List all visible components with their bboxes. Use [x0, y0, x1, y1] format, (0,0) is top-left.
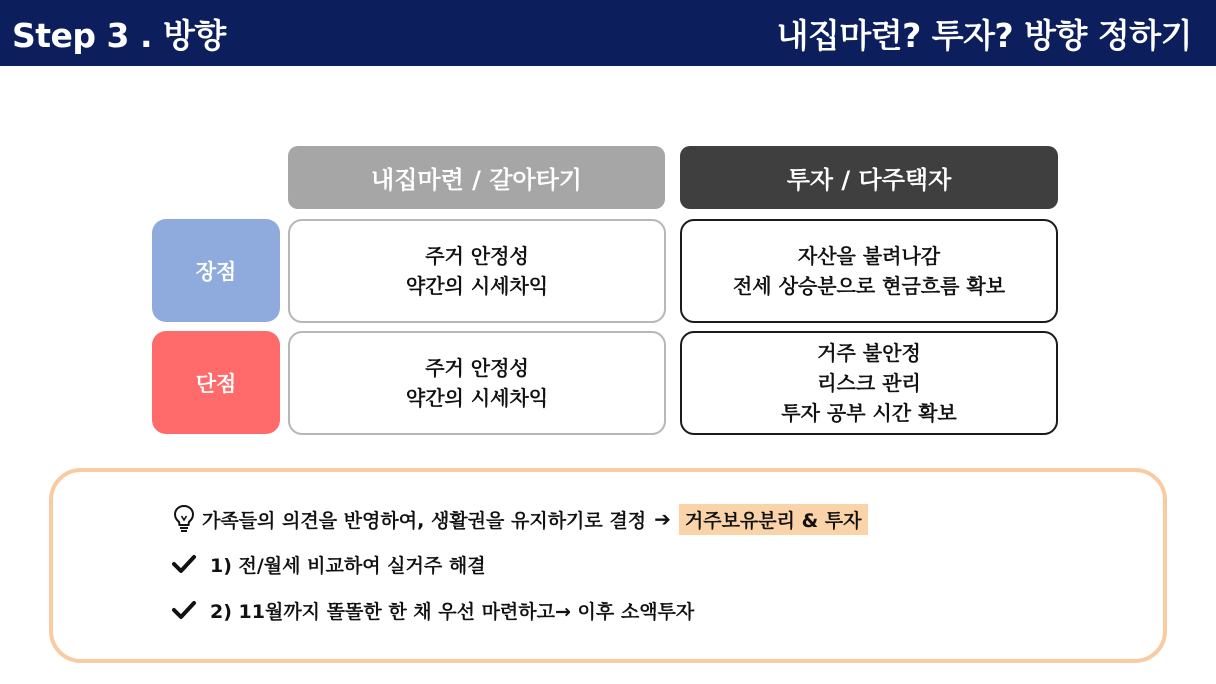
column-header-investment: 투자 / 다주택자 [680, 146, 1058, 209]
cell-line: 약간의 시세차익 [405, 274, 549, 298]
pros-investment-cell [680, 219, 1058, 323]
checkmark-icon [172, 554, 196, 574]
cons-home-cell [288, 331, 666, 435]
decision-line [172, 503, 868, 535]
step-text: 1) 전/월세 비교하여 실거주 해결 [210, 554, 486, 577]
cons-investment-cell [680, 331, 1058, 435]
step-title: Step 3 . 방향 [12, 15, 226, 55]
lightbulb-icon [172, 504, 196, 534]
arrow-right-icon: ➔ [654, 507, 671, 531]
step-line-1 [172, 548, 486, 580]
cell-line: 주거 안정성 [425, 356, 529, 380]
cell-line: 리스크 관리 [817, 371, 921, 395]
row-label-pros: 장점 [152, 219, 280, 322]
cell-line: 주거 안정성 [425, 244, 529, 268]
title-bar [0, 0, 1216, 66]
decision-highlight: 거주보유분리 & 투자 [679, 504, 868, 535]
column-header-home-purchase: 내집마련 / 갈아타기 [288, 146, 665, 209]
cell-line: 투자 공부 시간 확보 [781, 401, 957, 425]
checkmark-icon [172, 600, 196, 620]
cell-line: 자산을 불려나감 [797, 244, 941, 268]
cell-line: 거주 불안정 [817, 341, 921, 365]
step-text: 2) 11월까지 똘똘한 한 채 우선 마련하고→ 이후 소액투자 [210, 600, 695, 623]
decision-text: 가족들의 의견을 반영하여, 생활권을 유지하기로 결정 [202, 509, 647, 532]
row-label-cons: 단점 [152, 331, 280, 434]
cell-line: 약간의 시세차익 [405, 386, 549, 410]
pros-home-cell [288, 219, 666, 323]
slide-title: 내집마련? 투자? 방향 정하기 [776, 15, 1192, 55]
cell-line: 전세 상승분으로 현금흐름 확보 [732, 274, 1006, 298]
step-line-2 [172, 594, 694, 626]
